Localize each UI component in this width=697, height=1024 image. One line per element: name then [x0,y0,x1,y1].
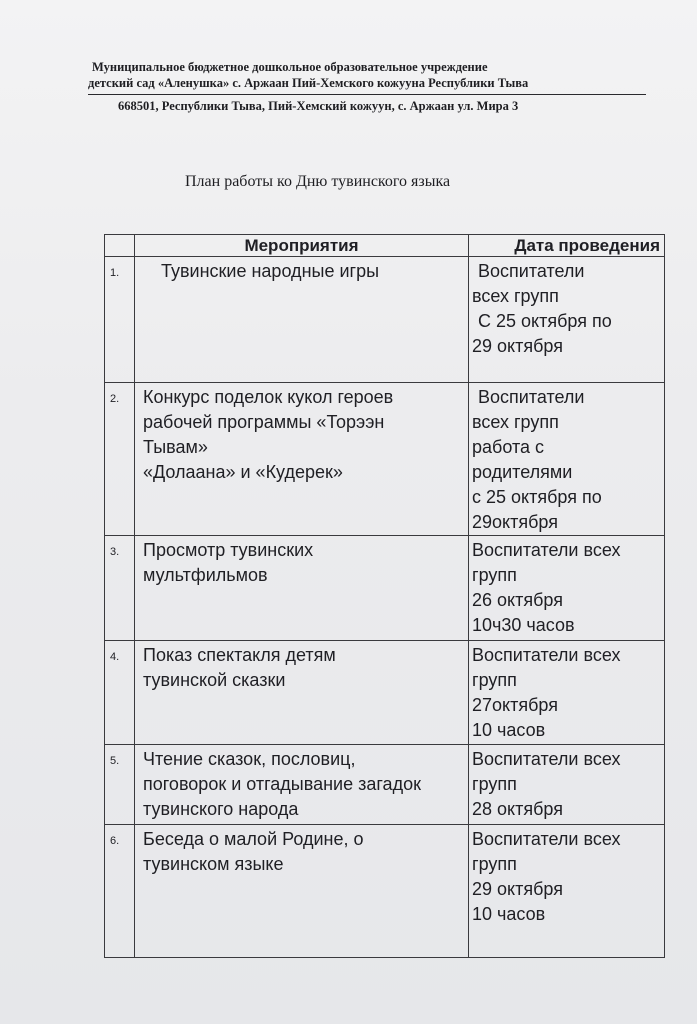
header-number [105,235,135,257]
event-text-line: Показ спектакля детям [143,645,336,665]
document-title: План работы ко Дню тувинского языка [185,173,451,190]
table-row [105,825,665,958]
table-row [105,257,665,383]
row-number: 3. [105,536,135,641]
event-text-line: тувинской сказки [143,670,286,690]
date-text-line: 28 октября [472,799,563,819]
date-text-line: групп [472,774,517,794]
date-text-line: групп [472,670,517,690]
event-text-line: Беседа о малой Родине, о [143,829,364,849]
date-text-line: групп [472,565,517,585]
date-text-line: 10 часов [472,720,546,740]
table-row [105,745,665,825]
header-event: Мероприятия [135,235,469,257]
date-cell [469,745,665,825]
event-text-line: Тувинские народные игры [161,261,380,281]
date-cell [469,536,665,641]
event-text-line: мультфильмов [143,565,268,585]
table-row [105,536,665,641]
event-text-line: «Долаана» и «Кудерек» [143,462,343,482]
event-text-line: тувинском языке [143,854,284,874]
date-text-line: 29 октября [472,336,563,356]
date-text-line: 29октября [472,512,558,532]
date-text-line: родителями [472,462,573,482]
date-text-line: Воспитатели [478,387,585,407]
date-text-line: 10ч30 часов [472,615,575,635]
event-text-line: поговорок и отгадывание загадок [143,774,421,794]
date-text-line: 29 октября [472,879,563,899]
date-text-line: 27октября [472,695,558,715]
date-text-line: с 25 октября по [472,487,602,507]
table-row [105,383,665,536]
row-number: 1. [105,257,135,383]
organization-name-line1: Муниципальное бюджетное дошкольное образовательное учреждение [92,60,488,74]
row-number: 5. [105,745,135,825]
date-text-line: работа с [472,437,544,457]
letterhead-divider [88,94,646,95]
plan-table [104,234,665,958]
event-text-line: рабочей программы «Торээн [143,412,385,432]
header-date: Дата проведения [469,235,665,257]
date-text-line: Воспитатели [478,261,585,281]
organization-name-line2: детский сад «Аленушка» с. Аржаан Пий-Хемского кожууна Республики Тыва [88,76,529,90]
table-header-row [105,235,665,257]
date-text-line: всех групп [472,412,559,432]
event-cell [135,536,469,641]
event-text-line: Чтение сказок, пословиц, [143,749,356,769]
event-text-line: Тывам» [143,437,208,457]
event-cell [135,383,469,536]
date-cell [469,641,665,745]
date-cell [469,383,665,536]
row-number: 6. [105,825,135,958]
table-row [105,641,665,745]
date-text-line: Воспитатели всех [472,645,621,665]
organization-address: 668501, Республики Тыва, Пий-Хемский кожуун, с. Аржаан ул. Мира 3 [118,99,519,113]
date-text-line: Воспитатели всех [472,829,621,849]
date-text-line: групп [472,854,517,874]
date-cell [469,825,665,958]
date-text-line: 26 октября [472,590,563,610]
event-cell [135,641,469,745]
event-cell [135,745,469,825]
date-cell [469,257,665,383]
event-cell [135,825,469,958]
row-number: 2. [105,383,135,536]
event-cell [135,257,469,383]
event-text-line: Конкурс поделок кукол героев [143,387,394,407]
date-text-line: всех групп [472,286,559,306]
date-text-line: Воспитатели всех [472,749,621,769]
event-text-line: тувинского народа [143,799,299,819]
letterhead [88,59,648,91]
date-text-line: Воспитатели всех [472,540,621,560]
row-number: 4. [105,641,135,745]
date-text-line: 10 часов [472,904,546,924]
date-text-line: С 25 октября по [478,311,612,331]
event-text-line: Просмотр тувинских [143,540,314,560]
